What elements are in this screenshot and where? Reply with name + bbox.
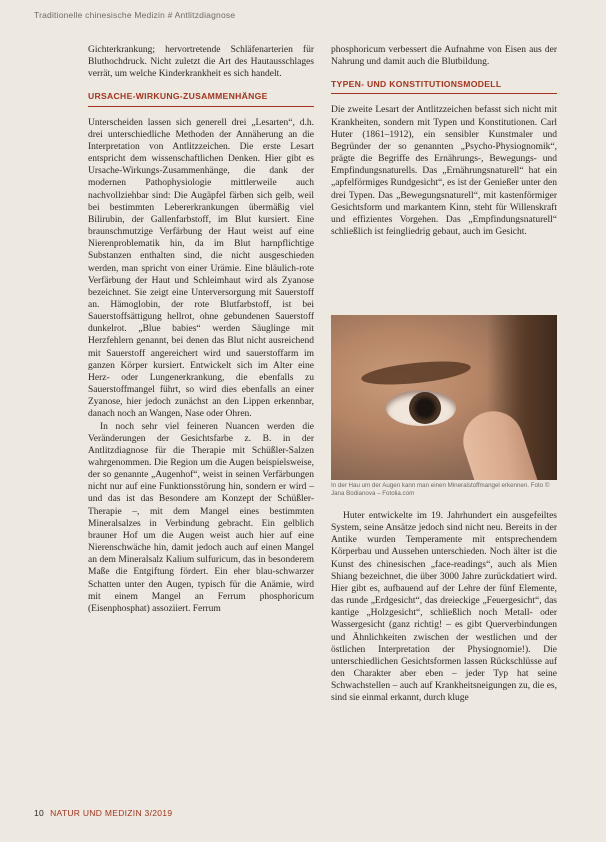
magazine-title: NATUR UND MEDIZIN 3/2019 <box>50 808 173 818</box>
section-heading-ursache: URSACHE-WIRKUNG-ZUSAMMENHÄNGE <box>88 90 314 106</box>
body-paragraph: In noch sehr viel feineren Nuancen werden die Veränderungen der Gesichtsfarbe z. B. in der Antlitzdiagnose für die Therapie mit Schüßler-Salzen wahrgenommen. Die Region um die Augen beispielsweise, der so genannte „Augenhof“, weist in seinen Verfärbungen nicht nur auf eine Funktionsstörung hin, sondern er wird – und das ist das Besondere am Konzept der Schüßler-Therapie –, mit dem Mangel eines bestimmten Mineralsalzes in Verbindung gebracht. Ein gelblich brauner Hof um die Augen weist auch hier auf eine Nierenschwäche hin, damit jedoch auch auf einen Mangel an dem Mineralsalz Kalium sulfuricum, das in besonderem Maße die Entgiftung fördert. Ein eher blau-schwarzer Schatten unter den Augen, typisch für die Anämie, wird mit einem Mangel an Ferrum phosphoricum (Eisenphosphat) assoziiert. Ferrum <box>88 421 314 614</box>
intro-paragraph: Gichterkrankung; hervortretende Schläfenarterien für Bluthochdruck. Nicht zuletzt die Art des Hautausschlages verrät, um welche Kinderkrankheit es sich handelt. <box>88 45 314 80</box>
section-heading-typen: TYPEN- UND KONSTITUTIONSMODELL <box>331 78 557 94</box>
left-column <box>88 44 314 615</box>
right-column-bottom <box>331 510 557 705</box>
body-paragraph: Unterscheiden lassen sich generell drei „Lesarten“, d.h. drei unterschiedliche Methoden der Annäherung an die Interpretation von Antlitzzeichen. Die erste Lesart entspricht dem wissenschaftlichen Denken. Hier gibt es Ursache-Wirkungs-Zusammenhänge, die dank der modernen Pathophysiologie mittlerweile auch nachvollziehbar sind: Die Augäpfel färben sich gelb, weil bei bestimmten Lebererkrankungen übermäßig viel Bilirubin, der Gallenfarbstoff, im Blut kursiert. Eine braunschmutzige Verfärbung der Haut weist auf eine Nierenproblematik hin, da im Blut harnpflichtige Substanzen enthalten sind, die nicht ausgeschieden werden, man spricht von einer Urämie. Eine bläulich-rote Verfärbung der Haut und Schleimhaut wird als Zyanose bezeichnet. Sie zeigt eine Unterversorgung mit Sauerstoff an. Hämoglobin, der rote Blutfarbstoff, ist bei Sauerstoffsättigung hellrot, ohne gebundenen Sauerstoff dunkelrot. „Blue babies“ werden Säuglinge mit Herzfehlern genannt, bei denen das Blut nicht ausreichend mit Sauerstoff angereichert wird und sauerstoffarm im ganzen Körper kursiert. Entwickelt sich im Alter eine Herz- oder Lungenerkrankung, die ebenfalls zu Sauerstoffmangel führt, so wird dies ebenfalls an einer Zyanose, hier jedoch zunächst an den Lippen erkennbar, danach noch an Wangen, Nase oder Ohren. <box>88 117 314 420</box>
body-paragraph: Die zweite Lesart der Antlitzzeichen befasst sich nicht mit Krankheiten, sondern mit Typen und Konstitutionen. Carl Huter (1861–1912), ein sensibler Kunstmaler und Begründer der so genannten „Psycho-Physiognomik“, prägte die Begriffe des Ernährungs-, Bewegungs- und Empfindungsnaturells. Das „Ernährungsnaturell“ hat ein „apfelförmiges Rundgesicht“, es ist der Genießer unter den drei Typen. Das „Bewegungsnaturell“, mit kastenförmiger Gesichtsform und markantem Kinn, steht für Willenskraft und effizientes Vorgehen. Das „Empfindungsnaturell“ schließlich ist feingliedrig gebaut, auch im Gesicht. <box>331 105 557 238</box>
right-column-top <box>331 44 557 238</box>
page-footer <box>34 808 172 818</box>
intro-paragraph: phosphoricum verbessert die Aufnahme von Eisen aus der Nahrung und damit auch die Blutbildung. <box>331 45 557 68</box>
running-header: Traditionelle chinesische Medizin # Antlitzdiagnose <box>34 10 236 20</box>
body-paragraph: Huter entwickelte im 19. Jahrhundert ein ausgefeiltes System, seine Ansätze jedoch sind nicht neu. Bereits in der Antike wurden Temperamente mit entsprechendem Körperbau und Aussehen unterschieden. Noch älter ist die Kunst des chinesischen „face-readings“, auch als Mien Shiang bezeichnet, die über 3000 Jahre zurückdatiert wird. Hier gibt es, aufbauend auf der Lehre der fünf Elemente, das runde „Erdgesicht“, das dreieckige „Feuergesicht“, das kantige „Holzgesicht“, schließlich noch Metall- oder Wassergesicht (ganz richtig! – es gibt Querverbindungen und Ähnlichkeiten zwischen der westlichen und der östlichen Interpretation der Physiognomie!). Die unterschiedlichen Gesichtsformen lassen Rückschlüsse auf den Charakter aber eben – jeder Typ hat seine Schwachstellen – auch auf Krankheitsneigungen zu, die es, sind sie einmal erkannt, durch kluge <box>331 511 557 704</box>
page-number: 10 <box>34 808 45 818</box>
photo-caption: In der Hau um der Augen kann man einen Mineralstoffmangel erkennen. Foto © Jana Bodianova – Fotolia.com <box>331 482 550 497</box>
eye-photo <box>331 315 557 480</box>
